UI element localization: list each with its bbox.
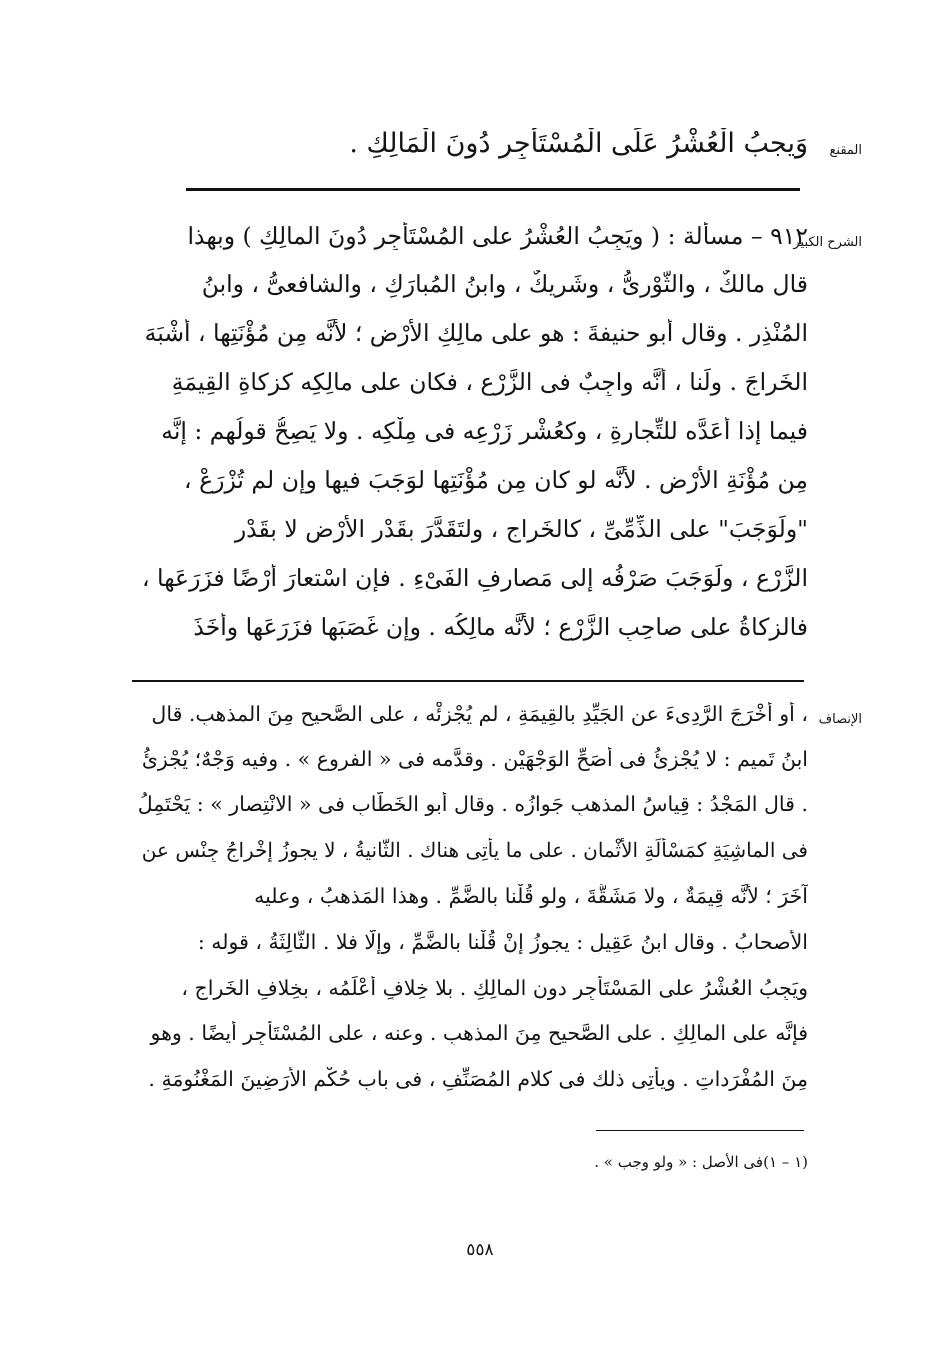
muqni-label: المقنع	[829, 143, 862, 158]
insaf-label: الإنصاف	[818, 712, 862, 727]
footnote-block	[400, 1153, 808, 1177]
sharh-line: قال مالكٌ ، والثَّوْرِىُّ ، وشَرِيكٌ ، وابنُ المُبارَكِ ، والشافعىُّ ، وابنُ	[201, 270, 808, 298]
sharh-line: "ولَوَجَبَ" على الذِّمِّىِّ ، كالخَراجِ ، ولتَقَدَّرَ بقَدْرِ الأرْضِ لا بقَدْرِ	[234, 515, 808, 543]
sharh-line: الزَّرْعِ ، ولَوَجَبَ صَرْفُه إلى مَصارِفِ الفَىْءِ . فإنِ اسْتعارَ أرْضًا فزَرَعَها ،	[142, 564, 808, 592]
muqni-text-block	[300, 128, 808, 172]
sharh-line: ٩١٢ – مسألة : ( ويَجِبُ العُشْرُ على المُسْتَأْجِرِ دُونَ المالِكِ ) وبهذا	[187, 222, 808, 250]
sharh-line: فالزكاةُ على صاحِبِ الزَّرْعِ ؛ لأنَّه مالِكُه . وإن غَصَبَها فزَرَعَها وأخَذَ	[193, 613, 808, 641]
muqni-text: وَيجبُ الْعُشْرُ عَلَى الْمُسْتَأْجِرِ دُونَ الْمَالِكِ .	[349, 128, 808, 159]
sharh-line: مِن مُؤْنَةِ الأرْضِ . لأنَّه لو كان مِن مُؤْنَتِها لوَجَبَ فيها وإن لم تُزْرَعْ ،	[184, 466, 808, 494]
footnote-text: (١ – ١)فى الأصل : « ولو وجب » .	[594, 1153, 808, 1171]
insaf-line: فإنَّه على المالِكِ . على الصَّحيحِ مِنَ المذهبِ . وعنه ، على المُسْتَأْجِرِ أيضًا . وهو	[150, 1021, 808, 1045]
insaf-line: ابنُ تَميمٍ : لا يُجْزِئُ فى أصَحِّ الوَجْهَيْنِ . وقدَّمه فى « الفروعِ » . وفيه وَجْهٌ؛ يُجْزِئُ	[141, 747, 808, 771]
insaf-text-block	[128, 702, 808, 1122]
insaf-line: فى الماشِيَةِ كمَسْألَةِ الأثْمانِ . على ما يأْتِى هناك . الثَّانيةُ ، لا يجوزُ إخْراجُ جِنْسٍ عن	[141, 838, 808, 862]
insaf-line: مِنَ المُفْرَداتِ . ويأْتِى ذلك فى كلامِ المُصَنِّفِ ، فى بابِ حُكْمِ الأرَضِينَ المَغْنُومَةِ .	[148, 1067, 808, 1091]
sharh-line: المُنْذِرِ . وقال أبو حنيفةَ : هو على مالِكِ الأرْضِ ؛ لأنَّه مِن مُؤْنَتِها ، أشْبَهَ	[144, 319, 808, 347]
sharh-line: الخَراجَ . ولَنا ، أنَّه واجِبٌ فى الزَّرْعِ ، فكان على مالِكِه كزكاةِ القِيمَةِ	[171, 368, 808, 396]
page-number: ٥٥٨	[466, 1240, 494, 1260]
muqni-divider	[186, 188, 800, 191]
insaf-line: الأصحابُ . وقال ابنُ عَقِيلٍ : يجوزُ إنْ قُلْنا بالضَّمِّ ، وإلَّا فلا . الثَّالِثَةُ ، قوله :	[197, 930, 808, 954]
insaf-line: ، أو أخْرَجَ الرَّدِىءَ عنِ الجَيِّدِ بالقِيمَةِ ، لم يُجْزِئْه ، على الصَّحيحِ مِنَ المذهبِ. قال	[151, 702, 808, 726]
insaf-line: ويَجِبُ العُشْرُ على المَسْتَأْجِرِ دون المالِكِ . بلا خِلافٍ أعْلَمُه ، بخِلافِ الخَراجِ ،	[181, 976, 808, 1000]
sharh-text-block	[128, 222, 808, 672]
sharh-line: فيما إذا أعَدَّه للتِّجارةِ ، وكعُشْرِ زَرْعِه فى مِلْكِه . ولا يَصِحُّ قولُهم : إنَّه	[161, 417, 808, 445]
sharh-label: الشرح الكبير	[793, 235, 862, 250]
footnote-divider	[596, 1130, 804, 1131]
insaf-line: آخَرَ ؛ لأنَّه قِيمَةٌ ، ولا مَشَقَّةَ ، ولو قُلْنا بالضَّمِّ . وهذا المَذهبُ ، وعليه	[254, 884, 808, 908]
sharh-divider	[132, 680, 804, 682]
insaf-line: . قال المَجْدُ : قِياسُ المذهبِ جَوازُه . وقال أبو الخَطَّابِ فى « الانْتِصارِ » : يَحْتَمِلُ	[137, 792, 808, 816]
